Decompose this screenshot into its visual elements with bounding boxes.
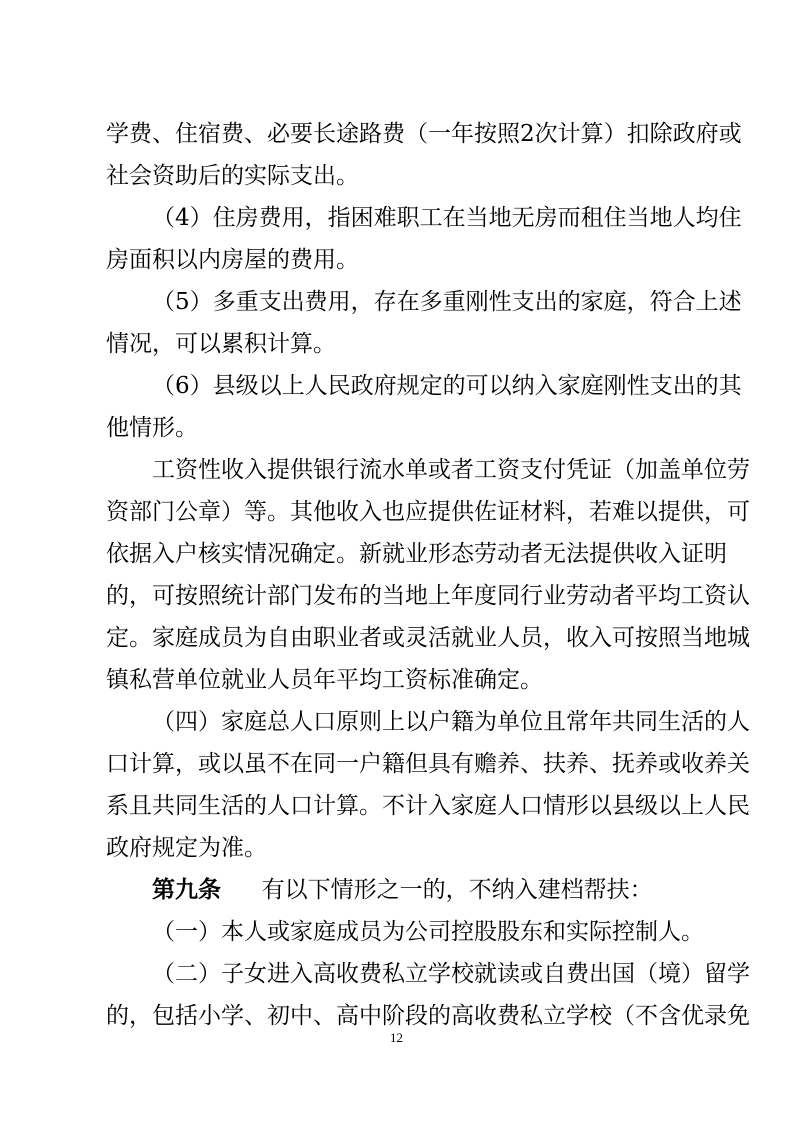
paragraph-line: 的，可按照统计部门发布的当地上年度同行业劳动者平均工资认: [106, 583, 750, 609]
paragraph-line: （四）家庭总人口原则上以户籍为单位且常年共同生活的人: [152, 709, 750, 735]
paragraph-line: 资部门公章）等。其他收入也应提供佐证材料，若难以提供，可: [106, 499, 750, 525]
paragraph-line: （4）住房费用，指困难职工在当地无房而租住当地人均住: [152, 205, 742, 231]
paragraph-line: 系且共同生活的人口计算。不计入家庭人口情形以县级以上人民: [106, 793, 750, 819]
paragraph-line: 工资性收入提供银行流水单或者工资支付凭证（加盖单位劳: [152, 457, 750, 483]
paragraph-line: 的，包括小学、初中、高中阶段的高收费私立学校（不含优录免: [106, 1003, 750, 1029]
paragraph-line: （6）县级以上人民政府规定的可以纳入家庭刚性支出的其: [152, 373, 742, 399]
paragraph-line: 定。家庭成员为自由职业者或灵活就业人员，收入可按照当地城: [106, 625, 750, 651]
paragraph-line: 房面积以内房屋的费用。: [106, 247, 359, 273]
paragraph-line: 他情形。: [106, 415, 198, 441]
page-number: 12: [390, 1030, 403, 1045]
paragraph-line: 依据入户核实情况确定。新就业形态劳动者无法提供收入证明: [106, 541, 727, 567]
paragraph-line: （5）多重支出费用，存在多重刚性支出的家庭，符合上述: [152, 289, 742, 315]
article-heading-line: [152, 869, 696, 911]
article-text: 有以下情形之一的，不纳入建档帮扶：: [261, 877, 653, 903]
paragraph-line: （二）子女进入高收费私立学校就读或自费出国（境）留学: [152, 961, 750, 987]
paragraph-line: 情况，可以累积计算。: [106, 331, 336, 357]
paragraph-line: 学费、住宿费、必要长途路费（一年按照2次计算）扣除政府或: [106, 121, 742, 147]
paragraph-line: 社会资助后的实际支出。: [106, 163, 359, 189]
paragraph-line: （一）本人或家庭成员为公司控股股东和实际控制人。: [152, 919, 704, 945]
paragraph-line: 镇私营单位就业人员年平均工资标准确定。: [106, 667, 543, 693]
paragraph-line: 政府规定为准。: [106, 835, 267, 861]
article-title: 第九条: [152, 876, 221, 903]
paragraph-line: 口计算，或以虽不在同一户籍但具有赡养、扶养、抚养或收养关: [106, 751, 750, 777]
